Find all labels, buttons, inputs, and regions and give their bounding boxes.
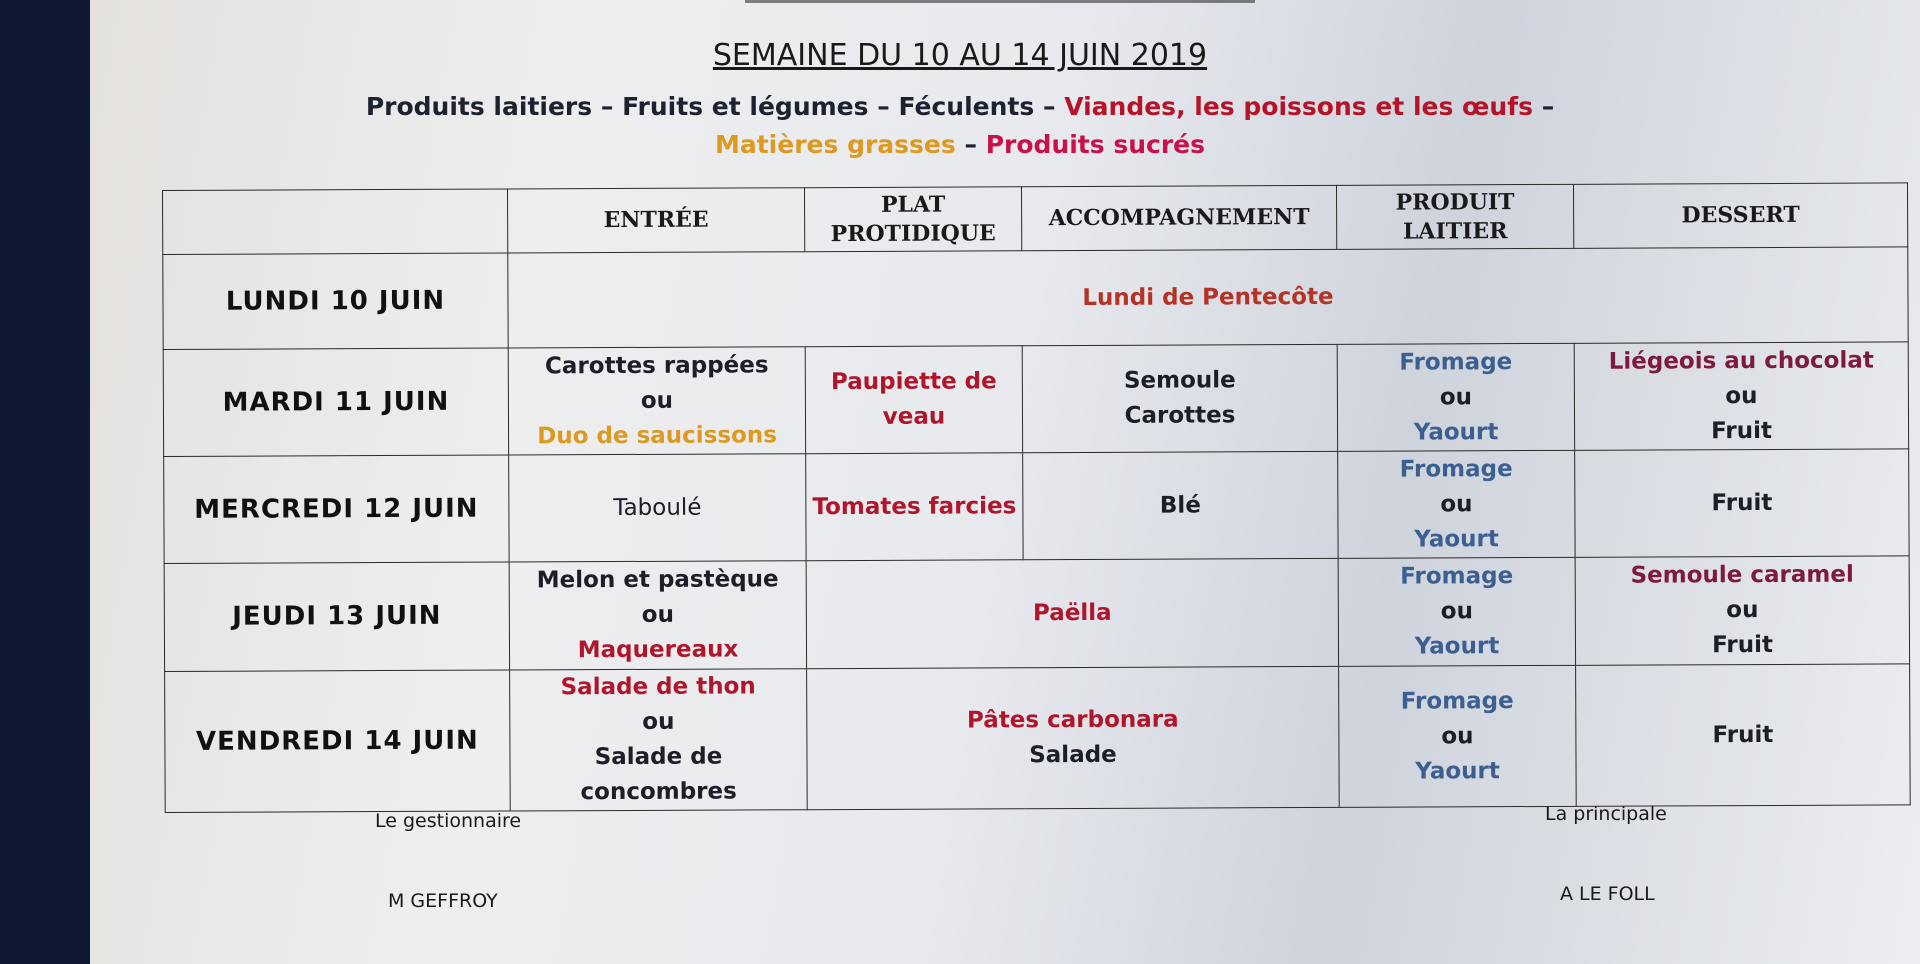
- legend-sweets: Produits sucrés: [985, 130, 1206, 159]
- day-label: VENDREDI 14 JUIN: [165, 670, 511, 813]
- laitier-option-1: Fromage: [1399, 348, 1513, 376]
- laitier-option-2: Yaourt: [1414, 525, 1499, 553]
- dessert-or: ou: [1725, 382, 1758, 409]
- entree-option-1: Melon et pastèque: [536, 566, 779, 594]
- food-group-legend-line-1: [0, 92, 1920, 121]
- signature-name-right: A LE FOLL: [1560, 883, 1655, 905]
- laitier-cell: [1339, 665, 1577, 807]
- laitier-or: ou: [1441, 722, 1474, 749]
- legend-separator: –: [877, 92, 890, 121]
- legend-proteins: Viandes, les poissons et les œufs: [1064, 92, 1533, 121]
- page-title: SEMAINE DU 10 AU 14 JUIN 2019: [712, 38, 1208, 73]
- laitier-option-1: Fromage: [1400, 563, 1514, 590]
- laitier-option-1: Fromage: [1399, 455, 1513, 483]
- food-group-legend-line-2: [0, 130, 1920, 159]
- dessert-option-1: Liégeois au chocolat: [1608, 347, 1874, 375]
- dessert-cell: Fruit: [1576, 664, 1911, 806]
- day-label: MERCREDI 12 JUIN: [164, 455, 509, 564]
- laitier-option-2: Yaourt: [1414, 633, 1500, 660]
- signature-name-left: M GEFFROY: [388, 890, 498, 912]
- legend-starches: Féculents: [898, 92, 1035, 121]
- plat-cell: [807, 666, 1340, 809]
- header-plat-line-1: PLAT: [880, 191, 946, 218]
- entree-or: ou: [641, 601, 675, 628]
- laitier-or: ou: [1440, 490, 1473, 517]
- header-produit-laitier: [1336, 184, 1573, 249]
- accompagnement-cell: Blé: [1023, 451, 1338, 559]
- legend-fruits-veg: Fruits et légumes: [622, 92, 869, 121]
- laitier-cell: [1338, 450, 1575, 558]
- weekly-menu-table: [162, 182, 1911, 813]
- laitier-cell: [1338, 557, 1575, 666]
- day-label: LUNDI 10 JUIN: [163, 253, 508, 350]
- plat-cell: Paëlla: [806, 558, 1338, 668]
- dessert-option-2: Fruit: [1711, 417, 1773, 444]
- table-row-tuesday: [163, 342, 1908, 457]
- table-row-wednesday: [164, 449, 1909, 564]
- dessert-option-2: Fruit: [1712, 631, 1773, 659]
- plat-cell: Tomates farcies: [806, 453, 1023, 561]
- entree-option-1: Carottes rappées: [544, 351, 769, 379]
- laitier-cell: [1337, 343, 1574, 451]
- dessert-or: ou: [1726, 597, 1759, 624]
- table-row-monday: [163, 247, 1908, 350]
- header-row: [163, 183, 1908, 255]
- header-accompagnement: ACCOMPAGNEMENT: [1021, 185, 1336, 250]
- accompagnement-line-2: Carottes: [1124, 402, 1236, 429]
- dessert-cell: Fruit: [1575, 449, 1909, 557]
- cut-off-heading-line: [745, 0, 1255, 3]
- table-row-friday: [165, 664, 1911, 813]
- accompagnement-cell: [1022, 344, 1337, 452]
- laitier-option-2: Yaourt: [1415, 757, 1500, 785]
- dessert-option-1: Semoule caramel: [1630, 561, 1854, 589]
- entree-cell: Taboulé: [509, 454, 806, 562]
- legend-separator: –: [600, 92, 614, 121]
- header-entree: ENTRÉE: [507, 188, 804, 253]
- plat-line-2: veau: [882, 403, 946, 430]
- laitier-option-1: Fromage: [1400, 687, 1514, 715]
- header-laitier-line-1: PRODUIT: [1395, 188, 1515, 216]
- header-empty: [163, 189, 508, 255]
- header-plat: [804, 187, 1021, 252]
- holiday-note: Lundi de Pentecôte: [508, 247, 1908, 348]
- plat-line-2: Salade: [1029, 741, 1117, 769]
- plat-line-1: Pâtes carbonara: [966, 706, 1179, 734]
- legend-separator: –: [964, 130, 977, 159]
- entree-or: ou: [640, 387, 674, 414]
- entree-option-1: Salade de thon: [560, 673, 756, 701]
- dessert-cell: [1574, 342, 1908, 450]
- signature-role-left: Le gestionnaire: [375, 810, 522, 832]
- entree-option-2: Duo de saucissons: [537, 421, 777, 449]
- signature-role-right: La principale: [1545, 803, 1667, 825]
- legend-dairy: Produits laitiers: [365, 92, 593, 121]
- header-plat-line-2: PROTIDIQUE: [830, 219, 996, 247]
- laitier-or: ou: [1440, 598, 1474, 625]
- plat-line-1: Paupiette de: [830, 368, 997, 396]
- accompagnement-line-1: Semoule: [1123, 367, 1236, 394]
- entree-or: ou: [642, 708, 675, 735]
- plat-cell: [805, 346, 1022, 454]
- entree-option-2: Salade de concombres: [580, 743, 737, 806]
- day-label: MARDI 11 JUIN: [163, 348, 508, 457]
- legend-separator: –: [1042, 92, 1056, 121]
- table-row-thursday: [164, 556, 1909, 672]
- entree-cell: [510, 669, 808, 811]
- dessert-cell: [1575, 556, 1909, 665]
- header-laitier-line-2: LAITIER: [1402, 217, 1508, 245]
- laitier-option-2: Yaourt: [1413, 418, 1499, 446]
- header-dessert: DESSERT: [1573, 183, 1907, 248]
- legend-fats: Matières grasses: [714, 130, 956, 159]
- legend-separator: –: [1541, 92, 1555, 121]
- entree-cell: [508, 347, 805, 455]
- entree-option-2: Maquereaux: [577, 636, 739, 664]
- day-label: JEUDI 13 JUIN: [164, 562, 509, 672]
- laitier-or: ou: [1439, 383, 1473, 410]
- entree-cell: [509, 561, 806, 670]
